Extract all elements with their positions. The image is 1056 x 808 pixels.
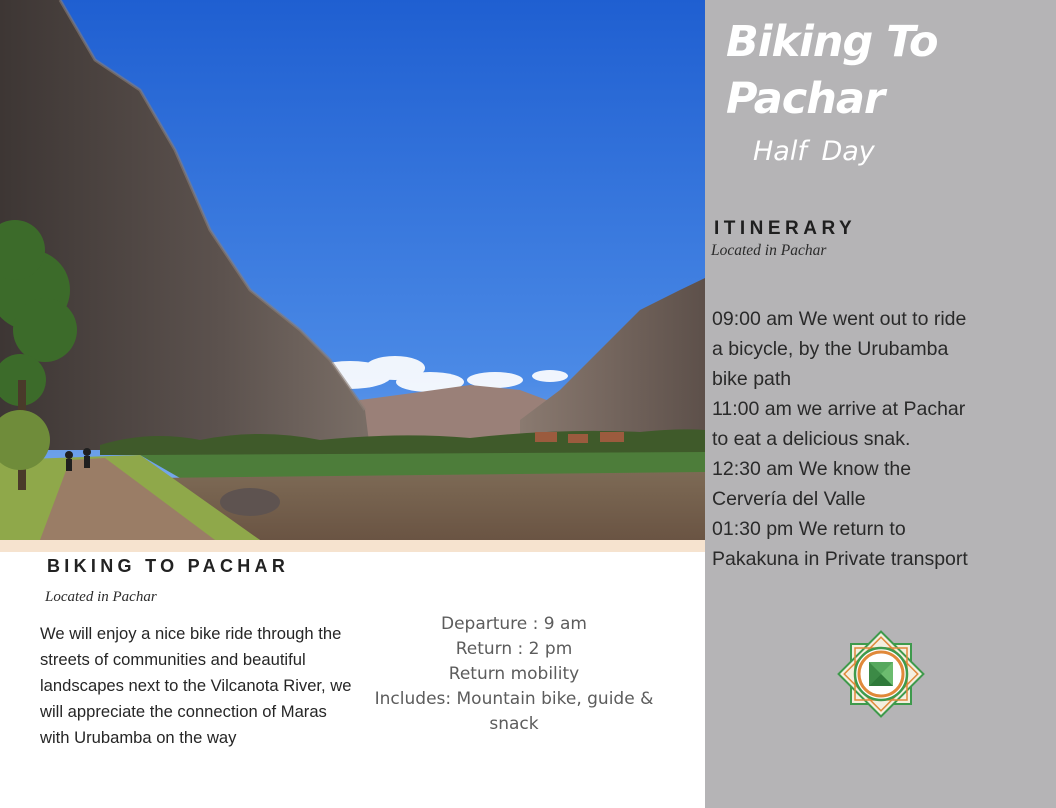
section-location: Located in Pachar [45, 589, 157, 605]
page-subtitle: Half Day [753, 136, 875, 167]
pakakuna-star-logo [827, 620, 935, 728]
itinerary-heading: ITINERARY [714, 218, 857, 239]
valley-bike-photo [0, 0, 705, 540]
tour-description: We will enjoy a nice bike ride through the streets of communities and beautiful landscapes next to the Vilcanota River, we will appreciate the connection of Maras with Urubamba on the way [40, 624, 352, 747]
detail-return: Return : 2 pm [455, 639, 573, 659]
itinerary-panel [705, 0, 1056, 808]
itinerary-item: 01:30 pm We return to Pakakuna in Private transport [712, 518, 968, 570]
itinerary-item: 12:30 am We know the Cervería del Valle [712, 458, 912, 510]
itinerary-item: 11:00 am we arrive at Pachar to eat a delicious snak. [712, 398, 966, 450]
detail-includes: Includes: Mountain bike, guide & snack [374, 689, 654, 734]
photo-bottom-strip [0, 540, 705, 552]
page-title: Biking To Pachar [726, 17, 938, 124]
tour-details [355, 612, 673, 737]
section-heading: BIKING TO PACHAR [47, 556, 290, 576]
itinerary-item: 09:00 am We went out to ride a bicycle, by the Urubamba bike path [712, 308, 967, 390]
detail-departure: Departure : 9 am [441, 614, 587, 634]
detail-mobility: Return mobility [448, 664, 580, 684]
itinerary-list [712, 304, 982, 574]
itinerary-location: Located in Pachar [711, 242, 827, 259]
